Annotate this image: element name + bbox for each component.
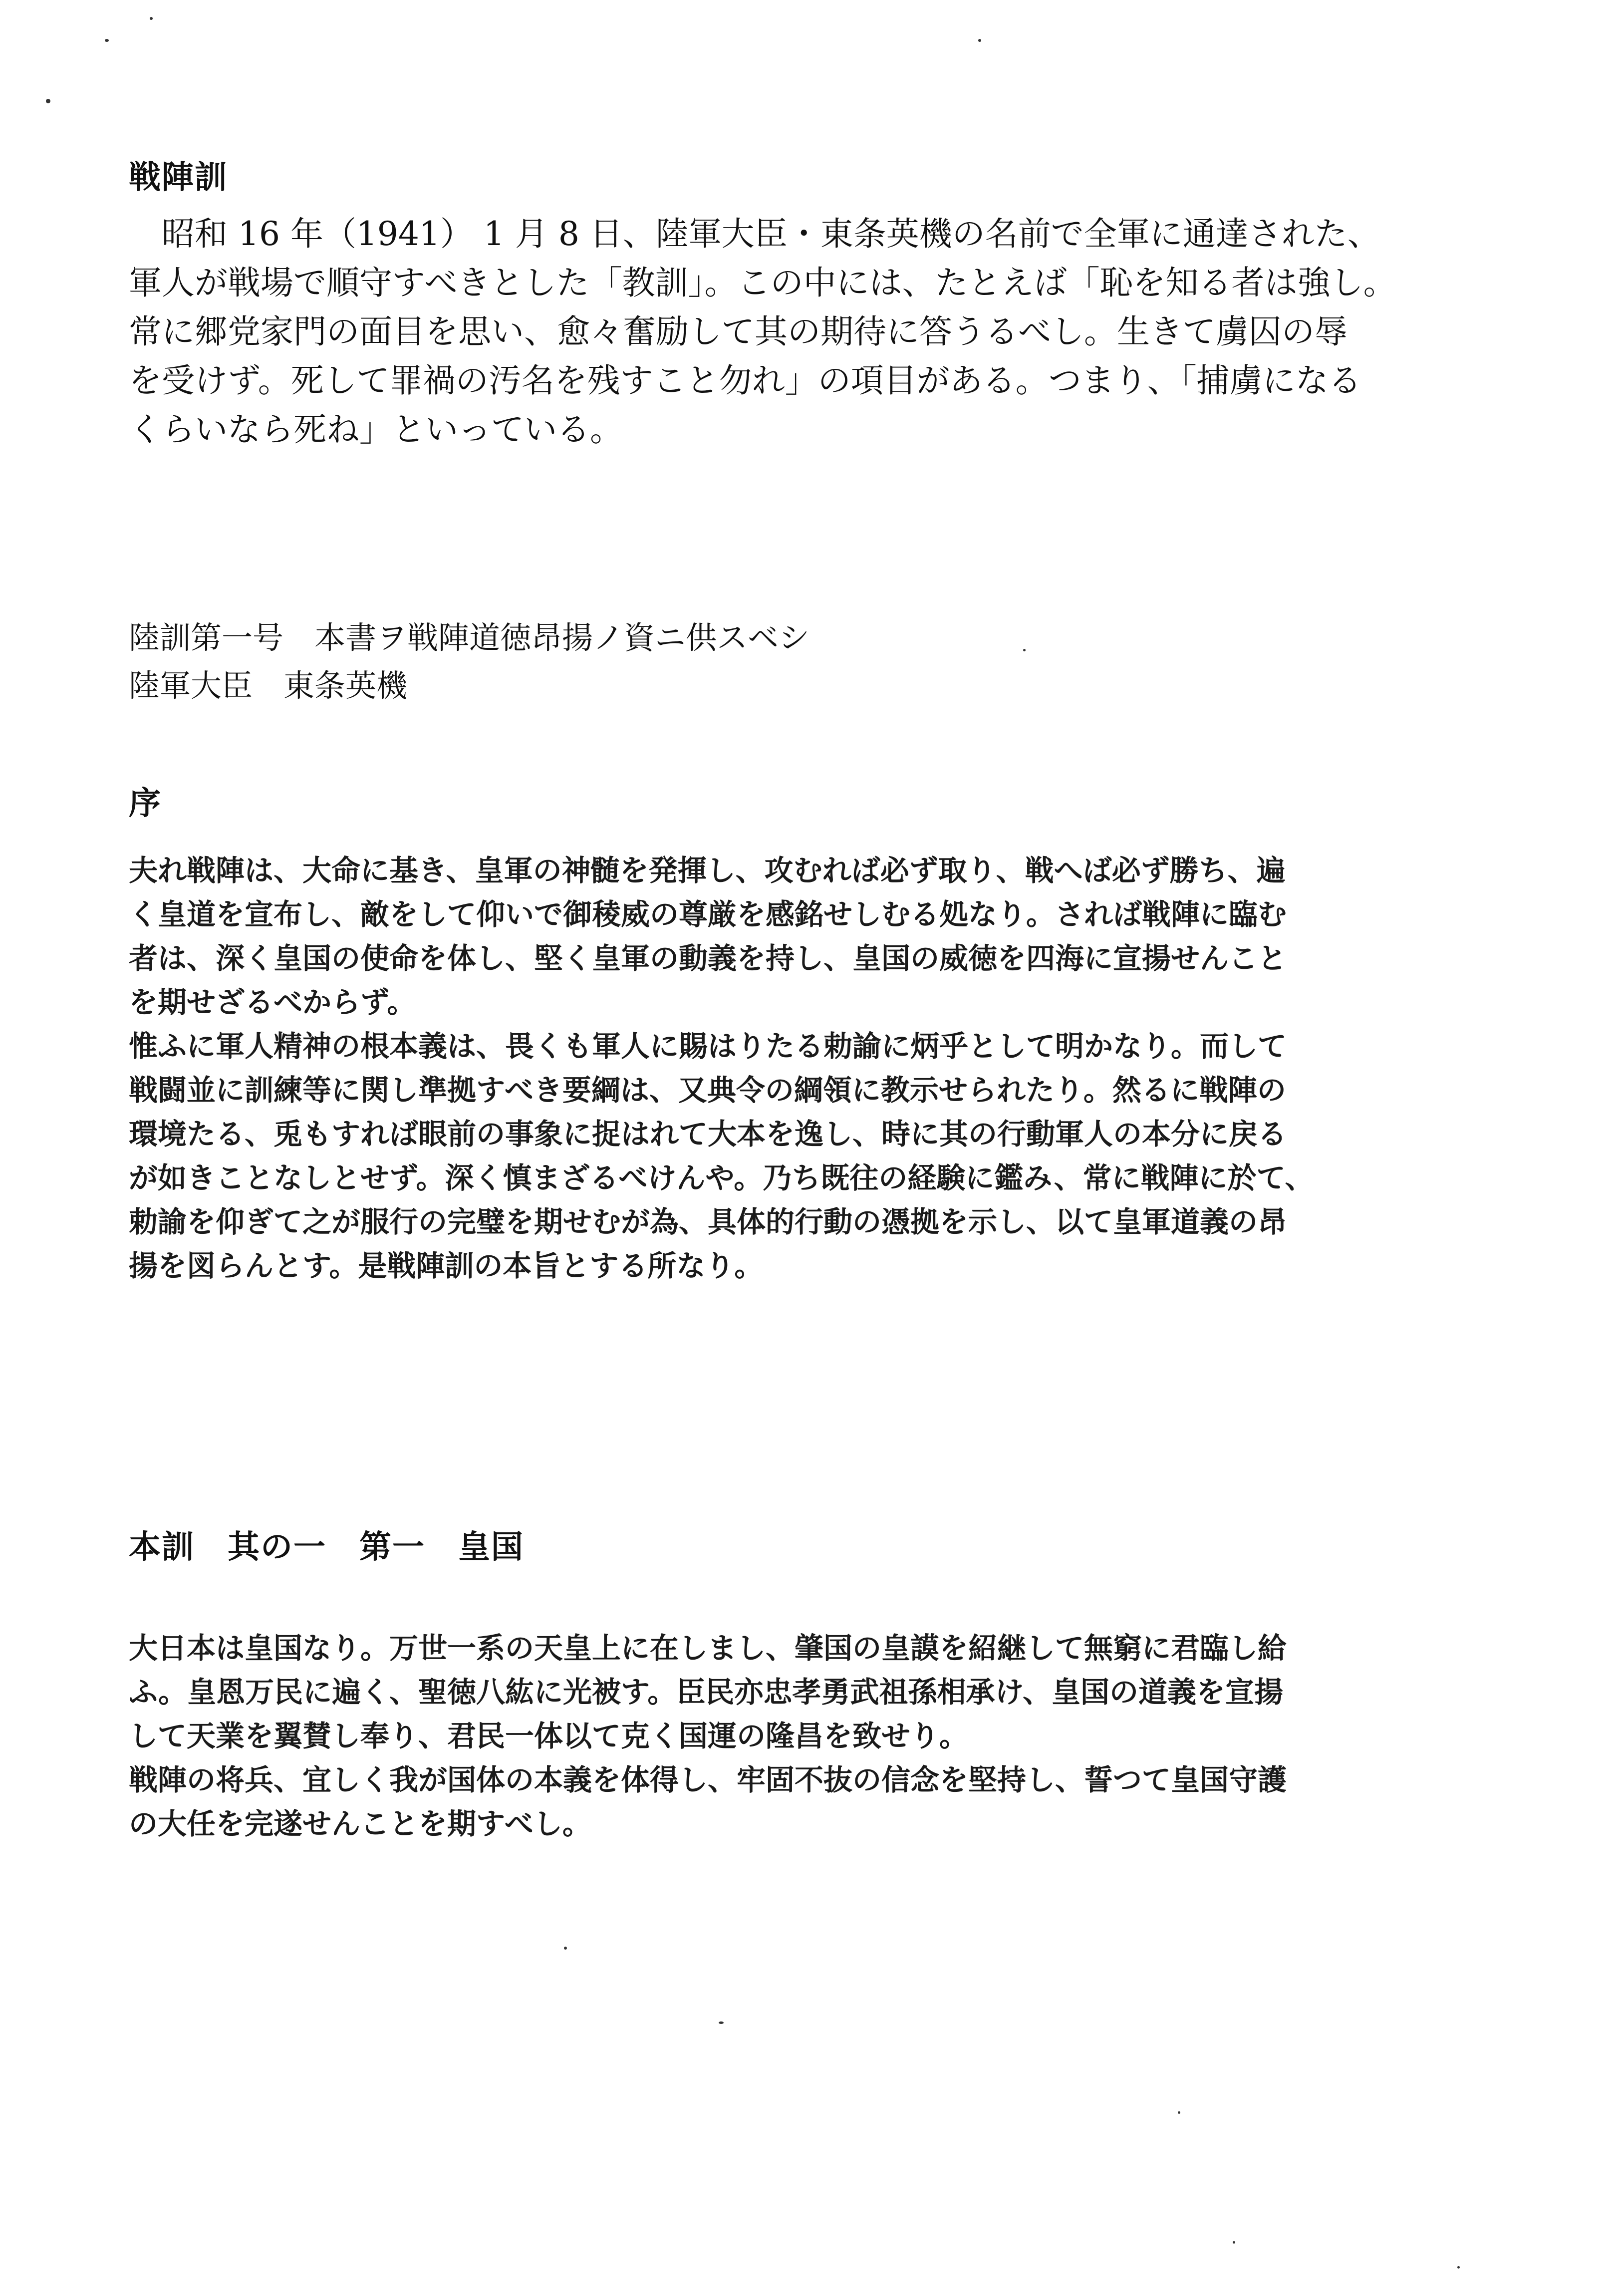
intro-line: 昭和 16 年（1941） 1 月 8 日、陸軍大臣・東条英機の名前で全軍に通達された、	[129, 215, 1380, 253]
section-title-senjinkun: 戦陣訓	[129, 159, 228, 196]
preface-line: く皇道を宣布し、敵をして仰いで御稜威の尊厳を感銘せしむる処なり。されば戦陣に臨む	[129, 897, 1287, 931]
preface-line: 戦闘並に訓練等に関し準拠すべき要綱は、又典令の綱領に教示せられたり。然るに戦陣の	[129, 1073, 1286, 1107]
honkun-line: 大日本は皇国なり。万世一系の天皇上に在しまし、肇国の皇謨を紹継して無窮に君臨し給	[129, 1631, 1287, 1665]
preface-line: 惟ふに軍人精神の根本義は、畏くも軍人に賜はりたる勅諭に炳乎として明かなり。而して	[129, 1029, 1287, 1063]
honkun-paragraph	[129, 1626, 1287, 1846]
section-title-honkun: 本訓 其の一 第一 皇国	[129, 1529, 524, 1566]
honkun-line: の大任を完遂せんことを期すべし。	[129, 1807, 591, 1841]
preface-line: を期せざるべからず。	[129, 985, 416, 1019]
intro-line: くらいなら死ね」といっている。	[129, 410, 623, 449]
scan-speck	[1457, 2266, 1460, 2269]
preface-line: が如きことなしとせず。深く慎まざるべけんや。乃ち既往の経験に鑑み、常に戦陣に於て、	[129, 1161, 1314, 1195]
preface-line: 環境たる、兎もすれば眼前の事象に捉はれて大本を逸し、時に其の行動軍人の本分に戻る	[129, 1117, 1287, 1151]
preface-line: 揚を図らんとす。是戦陣訓の本旨とする所なり。	[129, 1249, 764, 1283]
preface-line: 勅諭を仰ぎて之が服行の完璧を期せむが為、具体的行動の憑拠を示し、以て皇軍道義の昂	[129, 1205, 1287, 1239]
intro-line: を受けず。死して罪禍の汚名を残すこと勿れ」の項目がある。つまり、「捕虜になる	[129, 361, 1361, 400]
decree-signature: 陸軍大臣 東条英機	[129, 667, 408, 704]
intro-line: 常に郷党家門の面目を思い、愈々奮励して其の期待に答うるべし。生きて虜囚の辱	[129, 312, 1347, 351]
honkun-line: して天業を翼賛し奉り、君民一体以て克く国運の隆昌を致せり。	[129, 1719, 969, 1753]
honkun-line: 戦陣の将兵、宜しく我が国体の本義を体得し、牢固不抜の信念を堅持し、誓つて皇国守護	[129, 1763, 1287, 1797]
intro-line: 軍人が戦場で順守すべきとした「教訓」。この中には、たとえば「恥を知る者は強し。	[129, 264, 1396, 302]
honkun-line: ふ。皇恩万民に遍く、聖徳八紘に光被す。臣民亦忠孝勇武祖孫相承け、皇国の道義を宣揚	[129, 1675, 1284, 1709]
scan-speck	[150, 17, 153, 20]
scan-speck	[46, 99, 50, 103]
decree-line: 陸訓第一号 本書ヲ戦陣道徳昂揚ノ資ニ供スベシ	[129, 619, 810, 656]
scan-speck	[719, 2021, 724, 2024]
preface-line: 夫れ戦陣は、大命に基き、皇軍の神髄を発揮し、攻むれば必ず取り、戦へば必ず勝ち、遍	[129, 854, 1286, 887]
scan-speck	[1233, 2241, 1235, 2244]
scan-speck	[978, 39, 981, 42]
scan-speck	[564, 1947, 567, 1950]
scan-speck	[1178, 2111, 1180, 2114]
preface-paragraph	[129, 849, 1314, 1288]
intro-paragraph	[129, 210, 1396, 454]
section-title-preface: 序	[129, 785, 162, 822]
preface-line: 者は、深く皇国の使命を体し、堅く皇軍の動義を持し、皇国の威徳を四海に宣揚せんこと	[129, 941, 1287, 975]
decree-block	[129, 614, 809, 710]
scan-speck	[105, 39, 109, 42]
scan-speck	[1023, 649, 1026, 651]
